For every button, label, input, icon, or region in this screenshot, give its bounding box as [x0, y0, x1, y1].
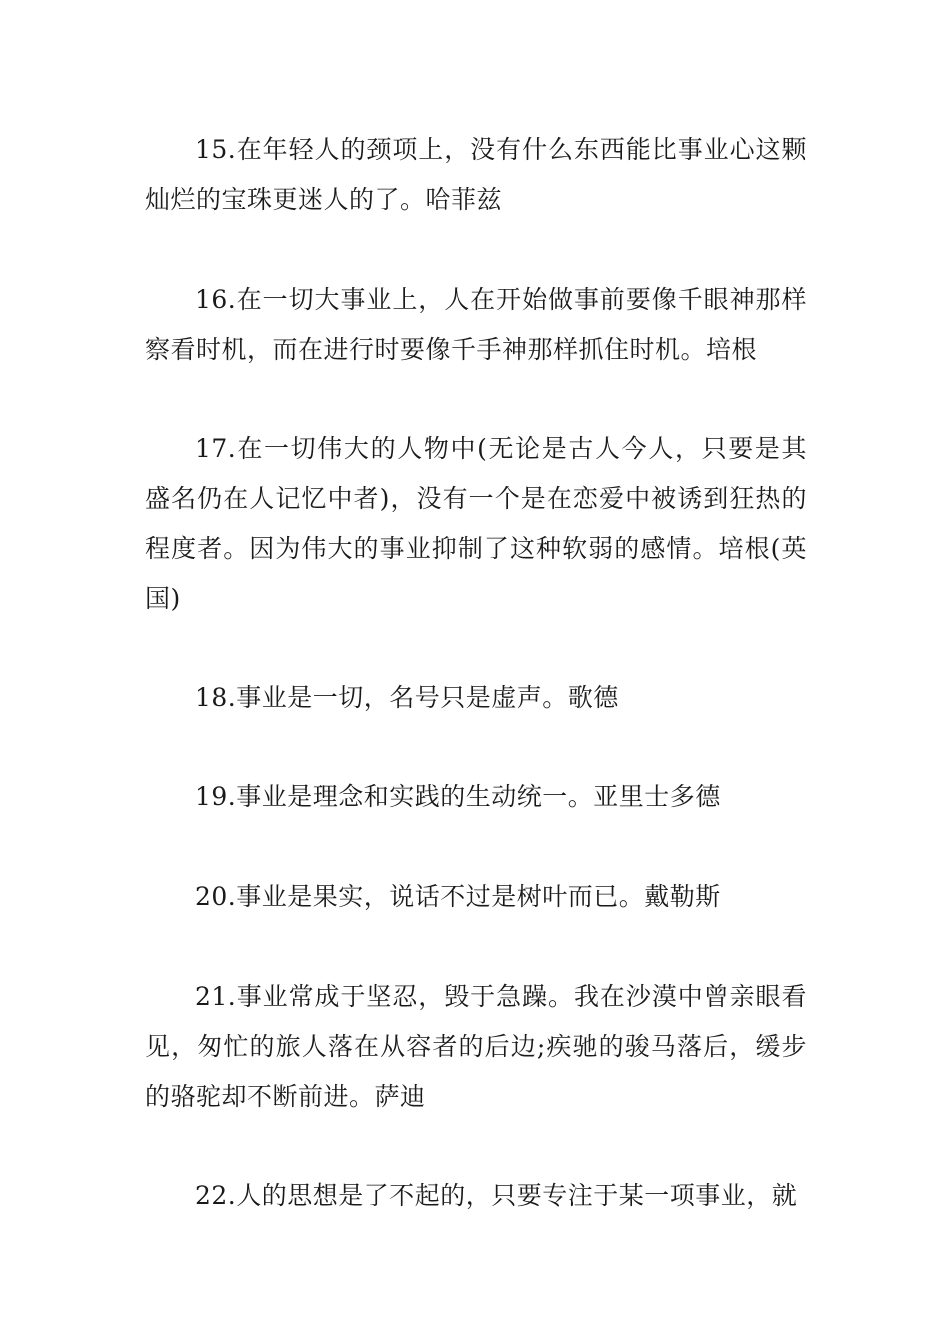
quote-paragraph-20: 20.事业是果实，说话不过是树叶而已。戴勒斯: [195, 882, 721, 911]
quote-paragraph-15: 15.在年轻人的颈项上，没有什么东西能比事业心这颗灿烂的宝珠更迷人的了。哈菲兹: [145, 135, 807, 214]
quote-paragraph-16: 16.在一切大事业上，人在开始做事前要像千眼神那样察看时机，而在进行时要像千手神那样抓住时机。培根: [145, 285, 807, 364]
quote-paragraph-18: 18.事业是一切，名号只是虚声。歌德: [195, 683, 619, 712]
quote-paragraph-21: 21.事业常成于坚忍，毁于急躁。我在沙漠中曾亲眼看见，匆忙的旅人落在从容者的后边;疾驰的骏马落后，缓步的骆驼却不断前进。萨迪: [145, 982, 807, 1111]
quote-paragraph-19: 19.事业是理念和实践的生动统一。亚里士多德: [195, 782, 721, 811]
quote-paragraph-17: 17.在一切伟大的人物中(无论是古人今人，只要是其盛名仍在人记忆中者)，没有一个是在恋爱中被诱到狂热的程度者。因为伟大的事业抑制了这种软弱的感情。培根(英国): [145, 434, 807, 613]
quote-paragraph-22: 22.人的思想是了不起的，只要专注于某一项事业，就: [195, 1181, 798, 1210]
